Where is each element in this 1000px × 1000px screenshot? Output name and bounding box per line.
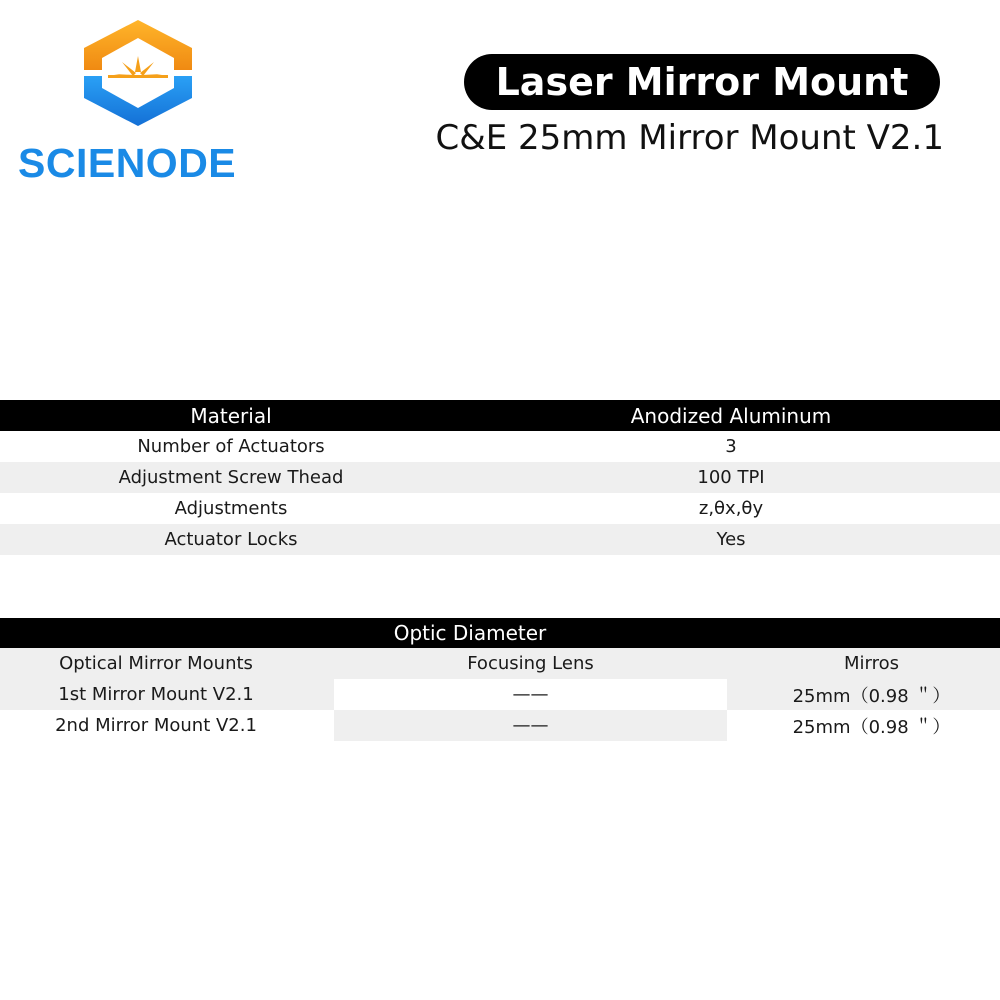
column-header: Optical Mirror Mounts — [0, 648, 334, 679]
optic-column-header-row — [0, 648, 1000, 679]
mirror-diameter: 25mm（0.98 ＂） — [727, 679, 1000, 710]
optic-table-header — [0, 618, 1000, 648]
spec-value: 100 TPI — [697, 467, 765, 488]
spec-header-value: Anodized Aluminum — [630, 403, 832, 428]
column-header: Focusing Lens — [334, 648, 727, 679]
table-row — [0, 679, 1000, 710]
page-title: Laser Mirror Mount — [464, 54, 940, 110]
spec-value: 3 — [725, 436, 737, 457]
focusing-lens-value: —— — [334, 710, 727, 741]
table-row — [0, 710, 1000, 741]
table-row — [0, 524, 1000, 555]
spec-label: Number of Actuators — [137, 436, 325, 457]
scienode-hexagon-logo-icon — [78, 18, 198, 128]
mount-name: 2nd Mirror Mount V2.1 — [0, 710, 334, 741]
spec-value: z,θx,θy — [698, 498, 764, 519]
table-row — [0, 462, 1000, 493]
mirror-diameter: 25mm（0.98 ＂） — [727, 710, 1000, 741]
table-row — [0, 431, 1000, 462]
brand-name: SCIENODE — [18, 140, 237, 186]
spec-label: Adjustments — [174, 498, 288, 519]
spec-header-row — [0, 400, 1000, 431]
spec-header-label: Material — [190, 403, 272, 428]
focusing-lens-value: —— — [334, 679, 727, 710]
optic-diameter-table — [0, 618, 1000, 741]
brand-logo — [18, 18, 258, 186]
spec-value: Yes — [716, 529, 746, 550]
optic-table-title: Optic Diameter — [393, 621, 547, 645]
table-row — [0, 493, 1000, 524]
column-header: Mirros — [727, 648, 1000, 679]
page-subtitle: C&E 25mm Mirror Mount V2.1 — [435, 118, 944, 158]
spec-label: Actuator Locks — [164, 529, 298, 550]
mount-name: 1st Mirror Mount V2.1 — [0, 679, 334, 710]
spec-table — [0, 400, 1000, 555]
spec-label: Adjustment Screw Thead — [118, 467, 344, 488]
